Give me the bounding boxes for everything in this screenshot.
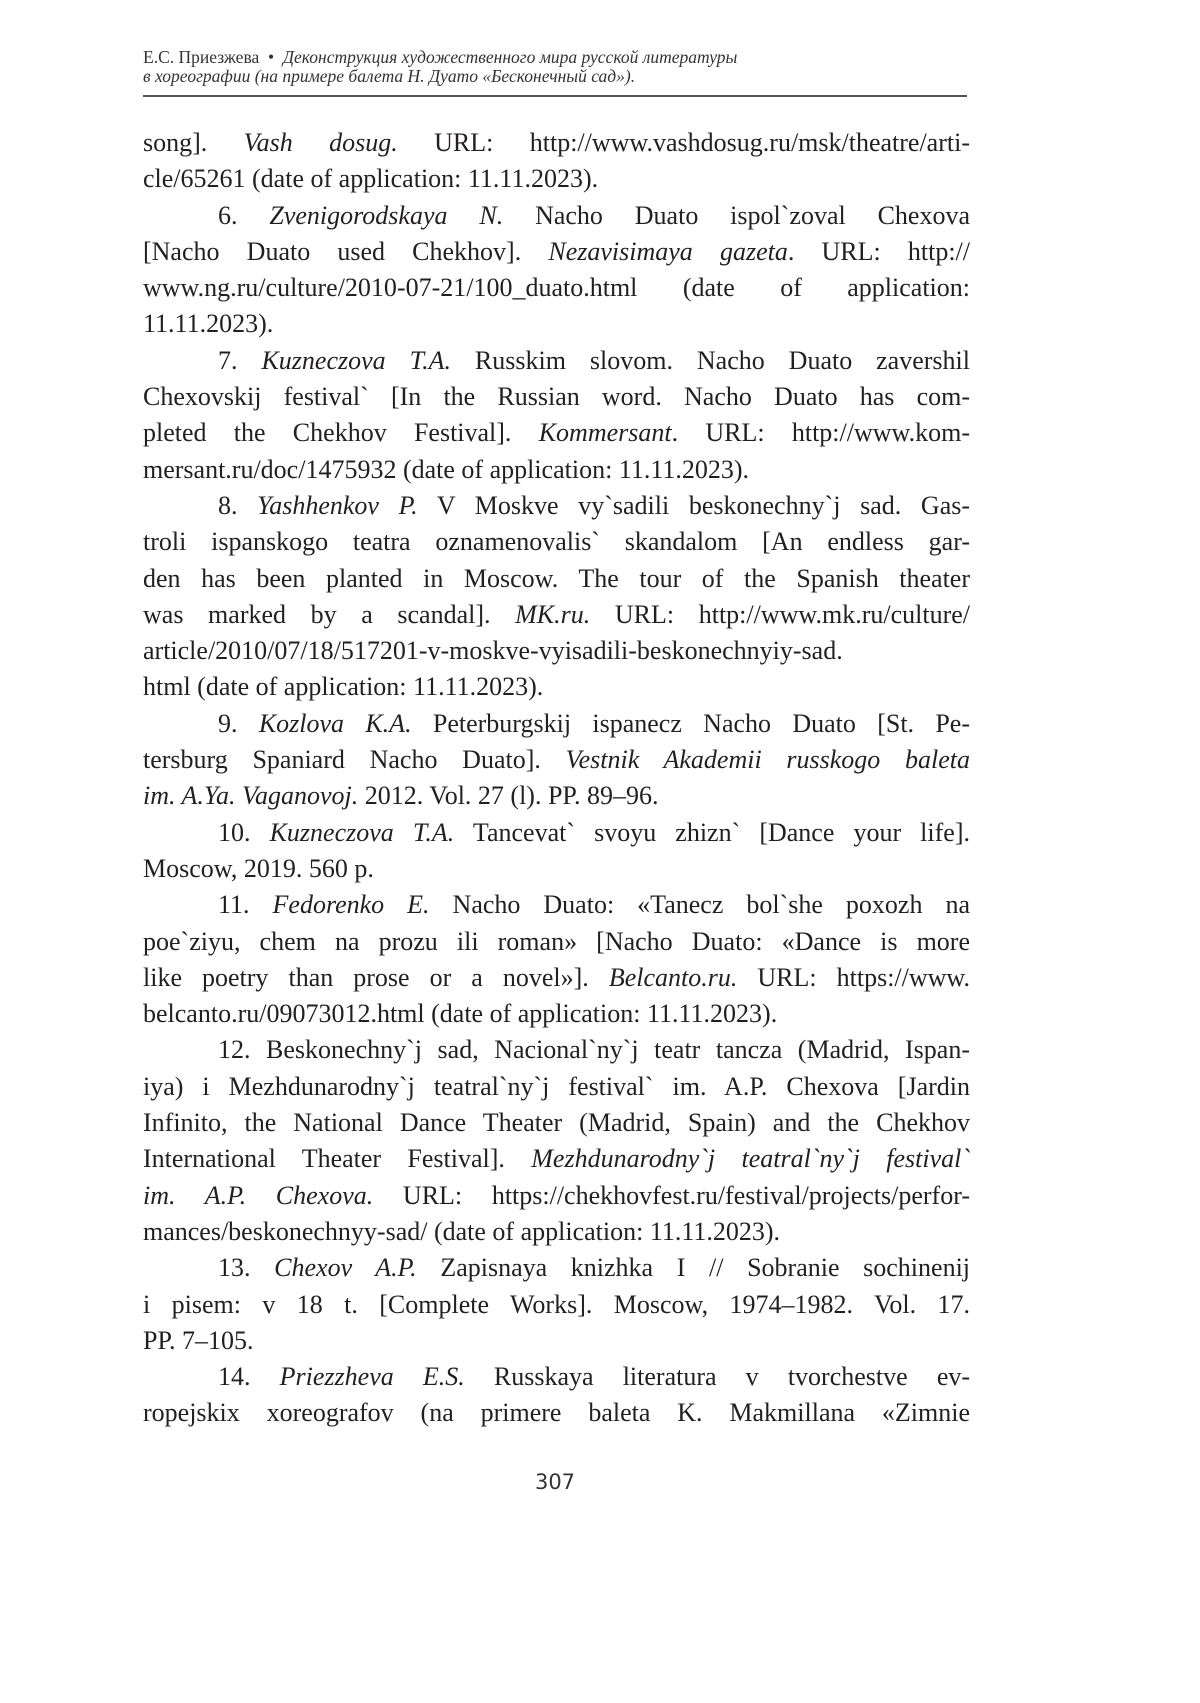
text-segment: Nacho Duato: «Tanecz bol`she poxozh na [430,890,970,919]
italic-segment: MK.ru. [515,600,590,629]
header-separator: • [268,47,274,67]
text-segment: i pisem: v 18 t. [Complete Works]. Moscow, 1974–1982. Vol. 17. [143,1290,970,1319]
reference-entry [143,706,970,815]
text-line [143,270,970,306]
text-line [143,161,970,197]
text-line [143,851,970,887]
text-segment: . URL: http://www.kom- [672,418,970,447]
italic-segment: Kommersant [539,418,672,447]
text-line [143,1250,970,1286]
reference-entry [143,1250,970,1359]
reference-entry [143,1359,970,1432]
text-segment: 6. [218,201,269,230]
text-segment: iya) i Mezhdunarodny`j teatral`ny`j festival` im. A.P. Chexova [Jardin [143,1072,970,1101]
text-line [143,633,970,669]
text-segment: www.ng.ru/culture/2010-07-21/100_duato.html (date of application: [143,273,970,302]
text-line [143,996,970,1032]
text-segment: URL: http://www.mk.ru/culture/ [590,600,970,629]
header-rule [143,95,967,97]
text-segment: mances/beskonechnyy-sad/ (date of application: 11.11.2023). [143,1217,780,1246]
text-line [143,1214,970,1250]
text-line [143,706,970,742]
text-line [143,524,970,560]
text-segment: Moscow, 2019. 560 p. [143,854,374,883]
text-line [143,742,970,778]
text-line [143,1359,970,1395]
reference-entry [143,125,970,198]
text-line [143,488,970,524]
text-segment: pleted the Chekhov Festival]. [143,418,539,447]
header-line-2 [143,67,967,86]
text-segment: 10. [218,818,270,847]
text-line [143,815,970,851]
text-segment: 7. [218,346,261,375]
header-title-1: Деконструкция художественного мира русской литературы [283,47,737,67]
text-segment: cle/65261 (date of application: 11.11.2023). [143,164,598,193]
text-segment: 2012. Vol. 27 (l). PP. 89–96. [358,781,658,810]
text-segment: Nacho Duato ispol`zoval Chexova [503,201,970,230]
references-list [143,125,970,1432]
reference-entry [143,1032,970,1250]
text-segment: belcanto.ru/09073012.html (date of application: 11.11.2023). [143,999,777,1028]
text-segment: Russkaya literatura v tvorchestve ev- [465,1362,970,1391]
text-line [143,960,970,996]
reference-entry [143,343,970,488]
text-segment: like poetry than prose or a novel»]. [143,963,609,992]
text-line [143,669,970,705]
text-line [143,125,970,161]
italic-segment: Yashhenkov P. [257,491,418,520]
text-segment: 11.11.2023). [143,309,273,338]
text-line [143,198,970,234]
reference-entry [143,198,970,343]
reference-entry [143,887,970,1032]
text-segment: URL: https://chekhovfest.ru/festival/projects/perfor- [373,1181,970,1210]
running-header [143,48,967,86]
text-segment: mersant.ru/doc/1475932 (date of application: 11.11.2023). [143,455,749,484]
text-line [143,415,970,451]
page-number: 307 [0,1470,1110,1494]
text-line [143,561,970,597]
text-segment: . URL: http:// [788,237,970,266]
text-line [143,887,970,923]
text-line [143,1178,970,1214]
header-line-1 [143,48,967,67]
text-segment: [Nacho Duato used Chekhov]. [143,237,548,266]
text-line [143,452,970,488]
text-segment: Infinito, the National Dance Theater (Madrid, Spain) and the Chekhov [143,1108,970,1137]
text-segment: 12. Beskonechny`j sad, Nacional`ny`j teatr tancza (Madrid, Ispan- [218,1035,970,1064]
italic-segment: Fedorenko E. [273,890,430,919]
text-segment: 9. [218,709,259,738]
text-segment: 13. [218,1253,274,1282]
text-line [143,234,970,270]
text-segment: article/2010/07/18/517201-v-moskve-vyisadili-beskonechnyiy-sad. [143,636,843,665]
text-line [143,306,970,342]
text-line [143,1032,970,1068]
italic-segment: Kuzneczova T.A. [270,818,455,847]
text-line [143,1395,970,1431]
text-line [143,1069,970,1105]
text-segment: Peterburgskij ispanecz Nacho Duato [St. Pe- [412,709,970,738]
italic-segment: Zvenigorodskaya N. [269,201,503,230]
italic-segment: Vestnik Akademii russkogo baleta [566,745,970,774]
text-segment: PP. 7–105. [143,1326,254,1355]
text-segment: 11. [218,890,273,919]
text-segment: Chexovskij festival` [In the Russian word. Nacho Duato has com- [143,382,970,411]
text-line [143,597,970,633]
text-segment: tersburg Spaniard Nacho Duato]. [143,745,566,774]
italic-segment: Priezzheva E.S. [280,1362,465,1391]
text-segment: V Moskve vy`sadili beskonechny`j sad. Gas- [418,491,970,520]
italic-segment: im. A.Ya. Vaganovoj. [143,781,358,810]
text-segment: was marked by a scandal]. [143,600,515,629]
text-segment: 14. [218,1362,280,1391]
italic-segment: Kuzneczova T.A. [261,346,451,375]
text-segment: URL: http://www.vashdosug.ru/msk/theatre/arti- [398,128,970,157]
text-segment: html (date of application: 11.11.2023). [143,672,543,701]
text-line [143,1141,970,1177]
text-segment: International Theater Festival]. [143,1144,531,1173]
text-line [143,778,970,814]
text-segment: ropejskix xoreografov (na primere baleta K. Makmillana «Zimnie [143,1398,970,1427]
italic-segment: Mezhdunarodny`j teatral`ny`j festival` [531,1144,970,1173]
text-line [143,379,970,415]
text-segment: den has been planted in Moscow. The tour of the Spanish theater [143,564,970,593]
text-segment: 8. [218,491,257,520]
header-title-2: в хореографии (на примере балета Н. Дуато «Бесконечный сад»). [143,66,635,86]
italic-segment: Kozlova K.A. [259,709,412,738]
italic-segment: Belcanto.ru. [609,963,738,992]
text-line [143,1287,970,1323]
text-segment: song]. [143,128,244,157]
text-line [143,924,970,960]
text-segment: troli ispanskogo teatra oznamenovalis` skandalom [An endless gar- [143,527,970,556]
italic-segment: Chexov A.P. [274,1253,417,1282]
text-segment: URL: https://www. [737,963,970,992]
text-segment: poe`ziyu, chem na prozu ili roman» [Nacho Duato: «Dance is more [143,927,970,956]
reference-entry [143,815,970,888]
text-segment: Tancevat` svoyu zhizn` [Dance your life]. [454,818,970,847]
text-line [143,1323,970,1359]
reference-entry [143,488,970,706]
text-line [143,1105,970,1141]
italic-segment: Nezavisimaya gazeta [548,237,787,266]
text-line [143,343,970,379]
italic-segment: im. A.P. Chexova. [143,1181,373,1210]
header-author: Е.С. Приезжева [143,47,259,67]
text-segment: Zapisnaya knizhka I // Sobranie sochinenij [417,1253,970,1282]
text-segment: Russkim slovom. Nacho Duato zavershil [451,346,970,375]
italic-segment: Vash dosug. [244,128,398,157]
